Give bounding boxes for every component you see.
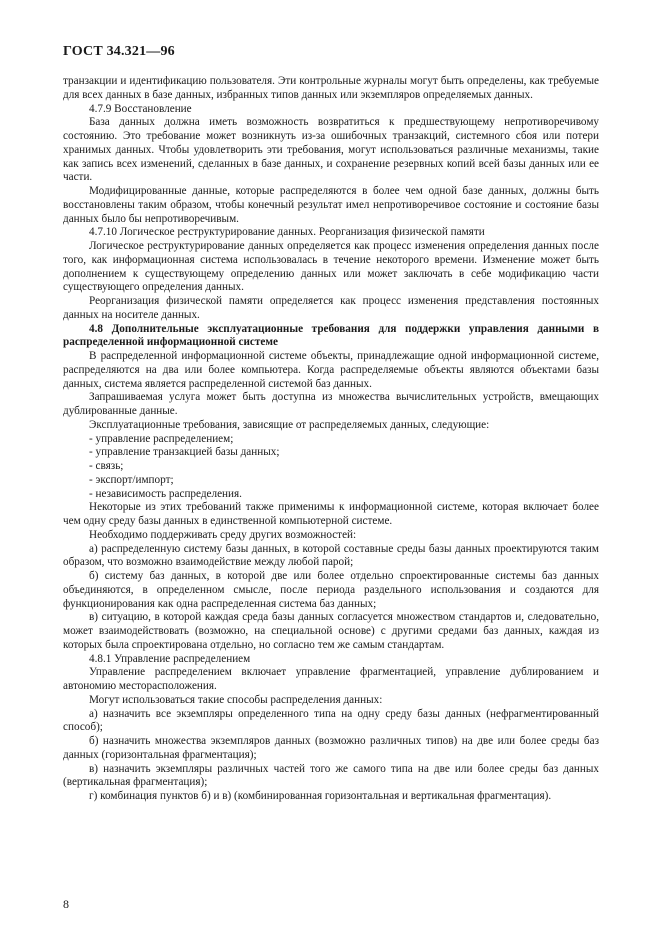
section-heading: 4.7.10 Логическое реструктурирование данных. Реорганизация физической памяти xyxy=(89,226,485,239)
paragraph: Некоторые из этих требований также применимы к информационной системе, которая включает более чем одну среду базы данных в единственной компьютерной системе. xyxy=(63,501,599,527)
list-item: б) назначить множества экземпляров данных (возможно различных типов) на две или более среды баз данных (горизонтальная фрагментация); xyxy=(63,735,599,761)
paragraph: транзакции и идентификацию пользователя. Эти контрольные журналы могут быть определены, как требуемые для всех данных в базе данных, избранных типов данных или экземпляров определяемых данных. xyxy=(63,75,599,101)
list-item: а) назначить все экземпляры определенного типа на одну среду базы данных (нефрагментированный способ); xyxy=(63,707,599,734)
section-heading: 4.8.1 Управление распределением xyxy=(89,652,251,665)
list-item: в) назначить экземпляры различных частей того же самого типа на две или более среды баз данных (вертикальная фрагментация); xyxy=(63,762,599,789)
paragraph: Модифицированные данные, которые распределяются в более чем одной базе данных, должны быть восстановлены таким образом, чтобы конечный результат имел непротиворечивое состояние и состояние базы данных было бы непротиворечивым. xyxy=(63,185,599,225)
paragraph: Эксплуатационные требования, зависящие от распределяемых данных, следующие: xyxy=(89,418,490,431)
page-number: 8 xyxy=(63,897,69,911)
list-item: - управление транзакцией базы данных; xyxy=(89,446,280,459)
list-item: - экспорт/импорт; xyxy=(89,473,174,486)
paragraph: Запрашиваемая услуга может быть доступна из множества вычислительных устройств, вмещающих дублированные данные. xyxy=(63,391,599,417)
document-body xyxy=(63,75,599,804)
list-item: - независимость распределения. xyxy=(89,487,242,500)
list-item: - управление распределением; xyxy=(89,432,234,445)
paragraph: База данных должна иметь возможность возвратиться к предшествующему непротиворечивому состоянию. Это требование может возникнуть из-за ошибочных транзакций, системного сбоя или потери хранимых данных. Чтобы удовлетворить эти требования, могут использоваться различные механизмы, такие как запись всех изменений, сделанных в базе данных, и сохранение резервных копий всей базы данных или ее части. xyxy=(63,116,599,184)
section-heading: 4.7.9 Восстановление xyxy=(89,102,192,115)
list-item: - связь; xyxy=(89,460,124,472)
paragraph: Реорганизация физической памяти определяется как процесс изменения представления постоянных данных на носителе данных. xyxy=(63,295,599,321)
paragraph: Логическое реструктурирование данных определяется как процесс изменения определения данных после того, как информационная система использовалась в течение некоторого времени. Изменение может быть дополнением к существующему определению данных или может заключать в себе модификацию части существующего определения данных. xyxy=(63,240,599,294)
list-item: а) распределенную систему базы данных, в которой составные среды базы данных проектируются таким образом, что возможно взаимодействие между любой парой; xyxy=(63,542,599,569)
paragraph: Необходимо поддерживать среду других возможностей: xyxy=(89,528,357,541)
list-item: в) ситуацию, в которой каждая среда базы данных согласуется множеством стандартов и, следовательно, может взаимодействовать (возможно, на специальной основе) с другими средами баз данных, каждая из которых была спроектирована отдельно, но согласно тем же самым стандартам. xyxy=(63,611,599,651)
document-header: ГОСТ 34.321—96 xyxy=(63,44,175,59)
paragraph: Управление распределением включает управление фрагментацией, управление дублированием и автономию месторасположения. xyxy=(63,666,599,692)
list-item: б) систему баз данных, в которой две или более отдельно спроектированные системы баз данных объединяются, в определенном смысле, после периода раздельного использования и создаются для функционирования как одна распределенная система баз данных; xyxy=(63,570,599,610)
paragraph: Могут использоваться такие способы распределения данных: xyxy=(89,693,383,706)
section-heading: 4.8 Дополнительные эксплуатационные требования для поддержки управления данными в распределенной информационной системе xyxy=(63,322,599,349)
paragraph: В распределенной информационной системе объекты, принадлежащие одной информационной системе, распределяются на два или более компьютера. Когда распределяемые объекты являются объектами базы данных, система является распределенной системой баз данных. xyxy=(63,350,599,390)
list-item: г) комбинация пунктов б) и в) (комбинированная горизонтальная и вертикальная фрагментация). xyxy=(89,790,552,802)
